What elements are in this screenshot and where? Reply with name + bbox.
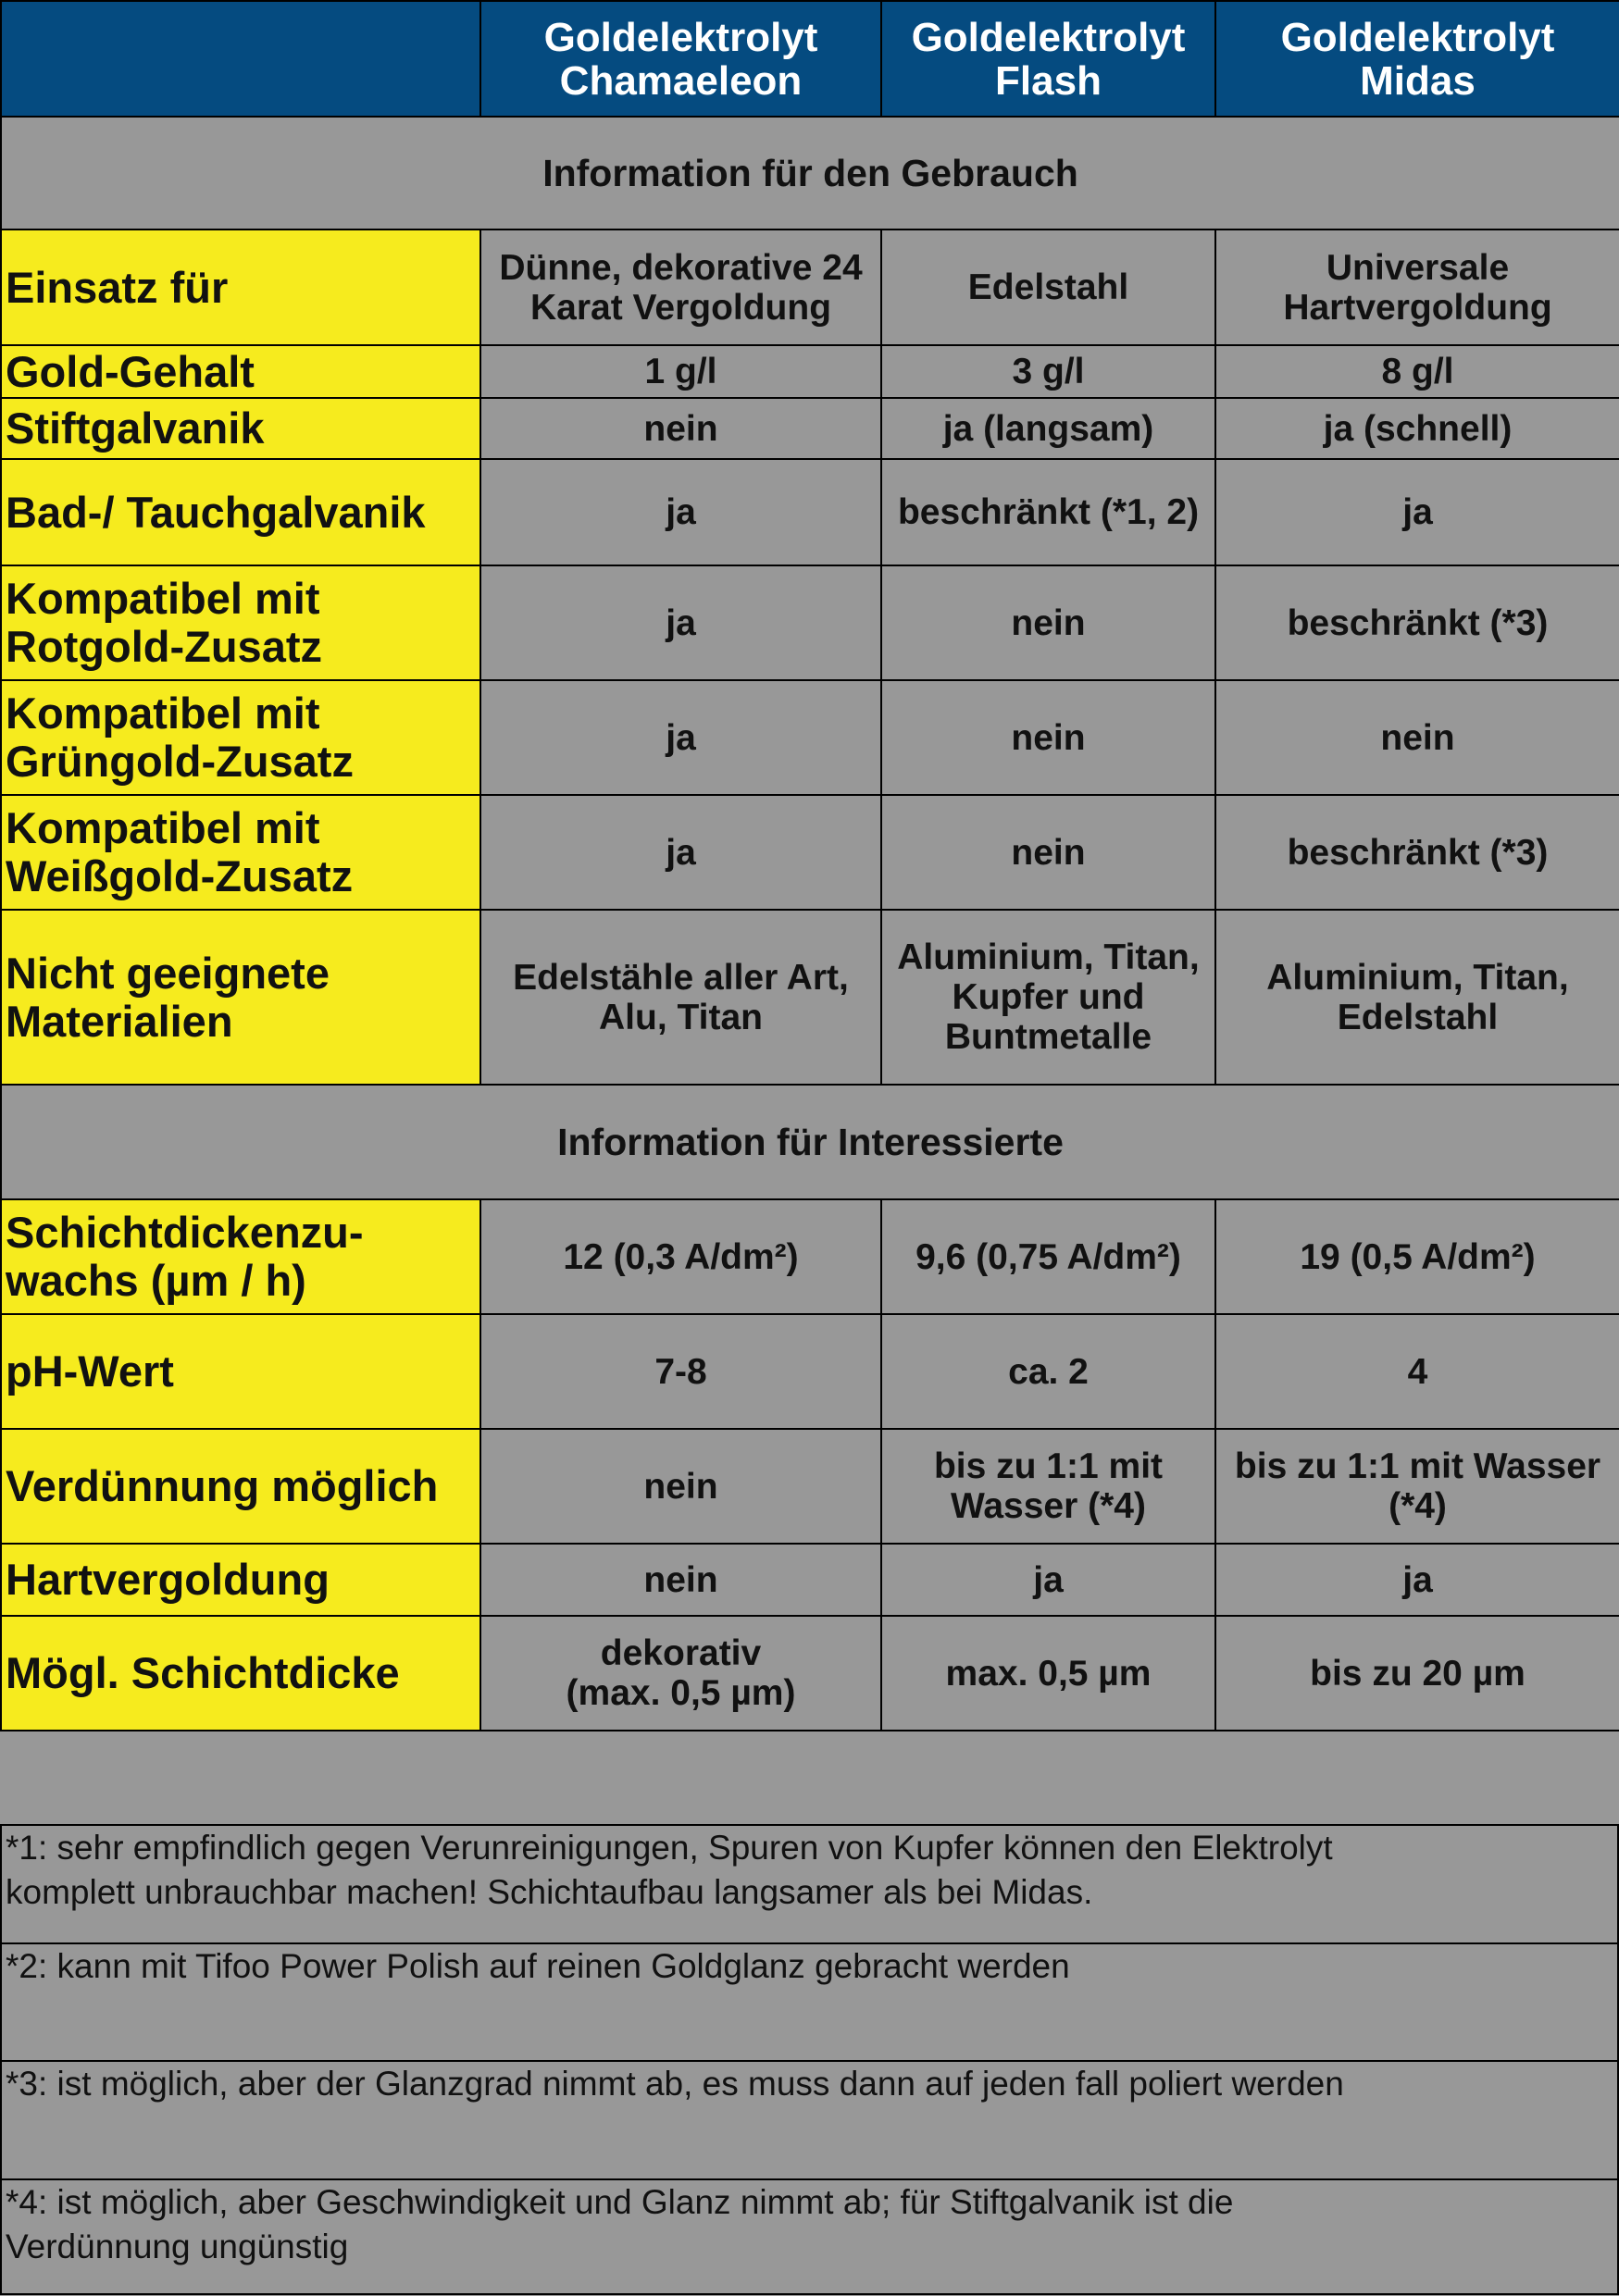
row-label-line: Kompatibel mit	[6, 574, 320, 623]
row-label-line: Verdünnung möglich	[6, 1461, 439, 1510]
value-line: Alu, Titan	[599, 997, 763, 1037]
header-product-line1: Goldelektrolyt	[543, 14, 818, 60]
table-row	[1, 910, 1619, 1085]
value-cell	[480, 680, 881, 795]
value-line: nein	[1011, 832, 1086, 873]
row-label-line: Kompatibel mit	[6, 689, 320, 738]
value-line: 4	[1407, 1351, 1428, 1392]
value-line: 1 g/l	[644, 352, 717, 391]
value-line: 8 g/l	[1381, 352, 1454, 391]
value-cell	[1215, 1616, 1619, 1731]
footnote-row	[1, 2061, 1618, 2179]
row-label	[1, 1544, 480, 1616]
table-row	[1, 459, 1619, 565]
value-line: 12 (0,3 A/dm²)	[563, 1236, 799, 1277]
value-line: ja	[1033, 1559, 1064, 1600]
value-line: Aluminium, Titan,	[897, 937, 1200, 977]
value-line: nein	[643, 1559, 718, 1600]
value-line: ja	[666, 602, 696, 643]
value-line: Universale	[1326, 247, 1510, 288]
row-label	[1, 1199, 480, 1314]
table-row	[1, 1199, 1619, 1314]
value-cell	[480, 565, 881, 680]
value-line: 7-8	[654, 1351, 707, 1392]
value-line: ja (langsam)	[942, 408, 1154, 449]
row-label-line: wachs (µm / h)	[6, 1256, 306, 1305]
value-line: nein	[1011, 717, 1086, 758]
value-cell	[1215, 1429, 1619, 1544]
value-line: nein	[1380, 717, 1455, 758]
footnote	[1, 1943, 1618, 2061]
value-line: bis zu 1:1 mit	[933, 1446, 1164, 1486]
value-cell	[1215, 910, 1619, 1085]
table-row	[1, 1616, 1619, 1731]
value-line: 19 (0,5 A/dm²)	[1300, 1236, 1536, 1277]
value-line: nein	[643, 1466, 718, 1507]
table-row	[1, 795, 1619, 910]
value-line: Karat Vergoldung	[529, 287, 832, 328]
value-line: ja (schnell)	[1323, 408, 1513, 449]
value-cell	[480, 398, 881, 459]
row-label-line: Gold-Gehalt	[6, 346, 255, 396]
value-line: Aluminium, Titan,	[1266, 957, 1569, 998]
value-cell	[480, 1429, 881, 1544]
value-line: Edelstähle aller Art,	[513, 957, 849, 998]
value-cell	[480, 1199, 881, 1314]
value-line: bis zu 20 µm	[1310, 1653, 1526, 1694]
value-line: beschränkt (*3)	[1287, 832, 1549, 873]
header-row	[1, 1, 1619, 117]
value-cell	[1215, 345, 1619, 398]
row-label	[1, 230, 480, 345]
row-label	[1, 459, 480, 565]
value-line: Edelstahl	[1337, 997, 1499, 1037]
value-cell	[480, 1314, 881, 1429]
value-line: Hartvergoldung	[1283, 287, 1552, 328]
row-label-line: Hartvergoldung	[6, 1555, 330, 1604]
row-label-line: Bad-/ Tauchgalvanik	[6, 487, 426, 537]
footnote-line: *1: sehr empfindlich gegen Verunreinigungen, Spuren von Kupfer können den Elektrolyt	[6, 1829, 1333, 1867]
value-line: max. 0,5 µm	[945, 1653, 1152, 1694]
value-line: (max. 0,5 µm)	[566, 1673, 796, 1713]
value-line: ja	[1402, 492, 1433, 532]
row-label-line: Einsatz für	[6, 262, 229, 312]
value-line: 9,6 (0,75 A/dm²)	[915, 1236, 1181, 1277]
value-cell	[881, 1544, 1215, 1616]
footnote-line: Verdünnung ungünstig	[6, 2228, 349, 2265]
value-line: ja	[666, 717, 696, 758]
value-cell	[881, 910, 1215, 1085]
value-line: ja	[666, 492, 696, 532]
value-cell	[1215, 230, 1619, 345]
row-label	[1, 680, 480, 795]
table-row	[1, 398, 1619, 459]
row-label-line: Mögl. Schichtdicke	[6, 1648, 400, 1697]
value-cell	[881, 230, 1215, 345]
row-label-line: Kompatibel mit	[6, 803, 320, 852]
row-label-line: Stiftgalvanik	[6, 403, 265, 453]
footnote-line: *2: kann mit Tifoo Power Polish auf reinen Goldglanz gebracht werden	[6, 1947, 1070, 1985]
value-cell	[881, 398, 1215, 459]
row-label-line: Grüngold-Zusatz	[6, 737, 354, 786]
footnote-line: *3: ist möglich, aber der Glanzgrad nimmt ab, es muss dann auf jeden fall poliert werden	[6, 2065, 1344, 2103]
value-line: Kupfer und	[952, 977, 1145, 1017]
value-line: dekorativ	[600, 1633, 762, 1673]
value-line: ja	[1402, 1559, 1433, 1600]
row-label-line: Nicht geeignete	[6, 948, 330, 998]
footnote-row	[1, 1825, 1618, 1943]
value-cell	[881, 1616, 1215, 1731]
footnote-row	[1, 1943, 1618, 2061]
table-row	[1, 345, 1619, 398]
row-label	[1, 345, 480, 398]
value-cell	[480, 345, 881, 398]
row-label-line: Materialien	[6, 996, 233, 1046]
value-line: (*4)	[1389, 1486, 1447, 1526]
table-row	[1, 1429, 1619, 1544]
row-label	[1, 795, 480, 910]
value-cell	[881, 565, 1215, 680]
value-cell	[1215, 795, 1619, 910]
value-line: ca. 2	[1008, 1351, 1089, 1392]
value-cell	[1215, 1199, 1619, 1314]
row-label	[1, 1429, 480, 1544]
footnote-row	[1, 2179, 1618, 2294]
table-row	[1, 565, 1619, 680]
value-cell	[480, 1544, 881, 1616]
value-line: bis zu 1:1 mit Wasser	[1234, 1446, 1601, 1486]
value-line: Dünne, dekorative 24	[499, 247, 863, 288]
section-row-interested	[1, 1085, 1619, 1199]
header-product-chamaeleon	[480, 1, 881, 117]
header-corner	[1, 1, 480, 117]
footnotes-table	[0, 1824, 1619, 2295]
footnote-line: komplett unbrauchbar machen! Schichtaufbau langsamer als bei Midas.	[6, 1873, 1093, 1911]
value-cell	[881, 345, 1215, 398]
value-line: Edelstahl	[967, 267, 1129, 307]
value-cell	[480, 910, 881, 1085]
footnote	[1, 2061, 1618, 2179]
header-product-line2: Midas	[1360, 57, 1476, 104]
row-label	[1, 398, 480, 459]
value-cell	[881, 680, 1215, 795]
section-row-usage	[1, 117, 1619, 230]
header-product-line2: Flash	[995, 57, 1102, 104]
footnote	[1, 1825, 1618, 1943]
value-cell	[1215, 1314, 1619, 1429]
table-row	[1, 1544, 1619, 1616]
header-product-line2: Chamaeleon	[559, 57, 803, 104]
row-label	[1, 910, 480, 1085]
section-title-usage: Information für den Gebrauch	[1, 117, 1619, 230]
table-row	[1, 230, 1619, 345]
value-cell	[1215, 680, 1619, 795]
header-product-line1: Goldelektrolyt	[911, 14, 1186, 60]
header-product-midas	[1215, 1, 1619, 117]
value-line: beschränkt (*3)	[1287, 602, 1549, 643]
table-row	[1, 1314, 1619, 1429]
value-cell	[881, 795, 1215, 910]
value-line: Wasser (*4)	[951, 1486, 1146, 1526]
row-label-line: pH-Wert	[6, 1347, 174, 1396]
header-product-flash	[881, 1, 1215, 117]
value-cell	[480, 230, 881, 345]
table-row	[1, 680, 1619, 795]
value-cell	[1215, 1544, 1619, 1616]
value-line: Buntmetalle	[944, 1017, 1152, 1057]
value-cell	[480, 795, 881, 910]
row-label	[1, 565, 480, 680]
row-label	[1, 1616, 480, 1731]
value-cell	[881, 1314, 1215, 1429]
footnote	[1, 2179, 1618, 2294]
row-label-line: Schichtdickenzu-	[6, 1208, 364, 1257]
row-label-line: Weißgold-Zusatz	[6, 851, 354, 900]
value-cell	[480, 1616, 881, 1731]
value-cell	[1215, 459, 1619, 565]
value-cell	[1215, 398, 1619, 459]
value-line: 3 g/l	[1012, 352, 1085, 391]
value-cell	[881, 1199, 1215, 1314]
value-cell	[480, 459, 881, 565]
row-label	[1, 1314, 480, 1429]
value-line: beschränkt (*1, 2)	[897, 492, 1200, 532]
value-cell	[881, 459, 1215, 565]
value-cell	[1215, 565, 1619, 680]
value-line: nein	[643, 408, 718, 449]
value-line: ja	[666, 832, 696, 873]
value-cell	[881, 1429, 1215, 1544]
header-product-line1: Goldelektrolyt	[1280, 14, 1555, 60]
section-title-interested: Information für Interessierte	[1, 1085, 1619, 1199]
row-label-line: Rotgold-Zusatz	[6, 622, 322, 671]
value-line: nein	[1011, 602, 1086, 643]
footnote-line: *4: ist möglich, aber Geschwindigkeit und Glanz nimmt ab; für Stiftgalvanik ist die	[6, 2183, 1234, 2221]
